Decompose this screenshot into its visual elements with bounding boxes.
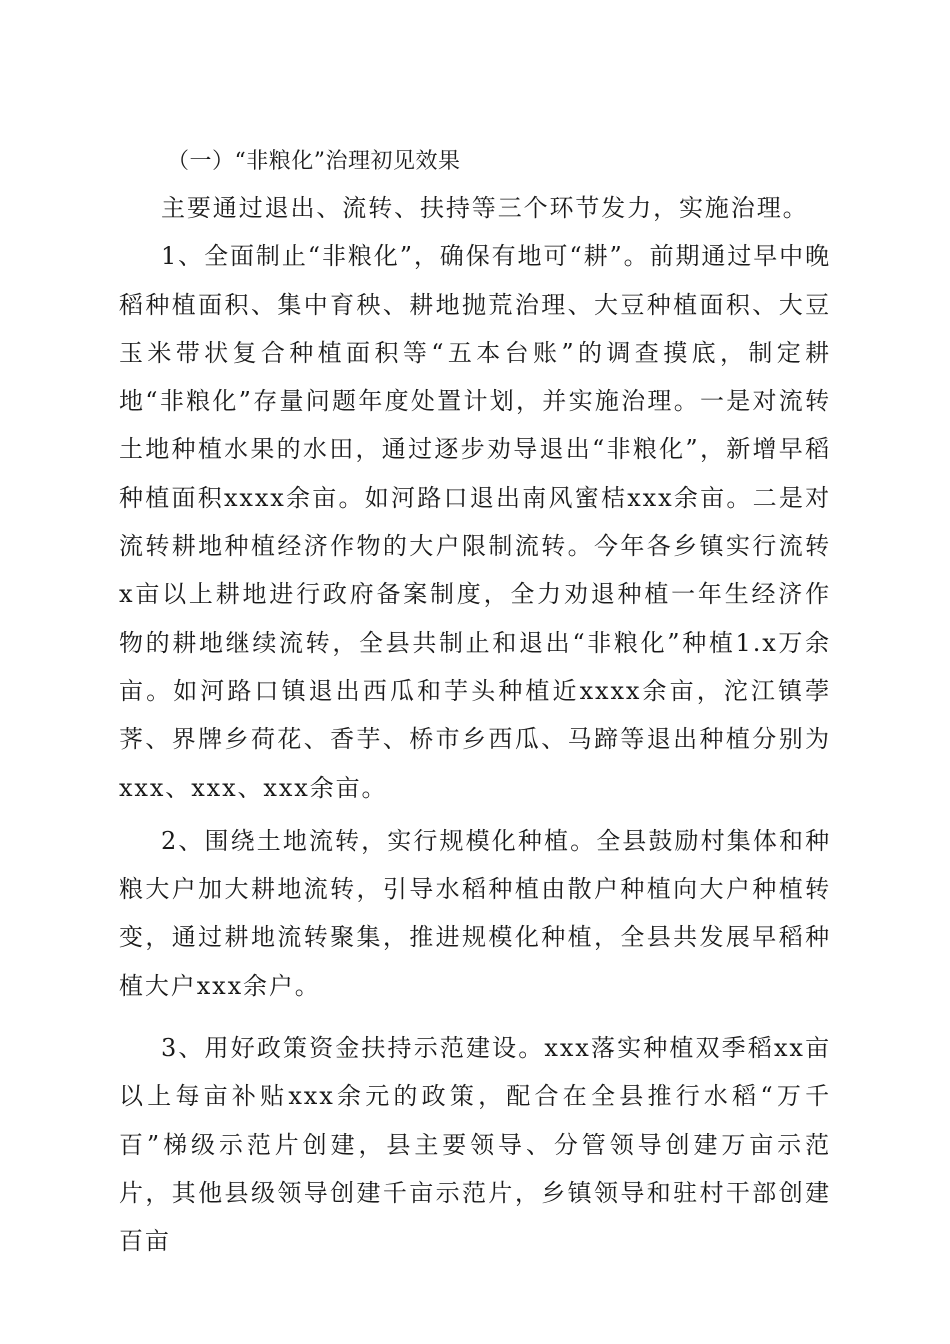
intro-paragraph: 主要通过退出、流转、扶持等三个环节发力，实施治理。	[161, 194, 809, 222]
paragraph-1: 1、全面制止“非粮化”，确保有地可“耕”。前期通过早中晚稻种植面积、集中育秧、耕地抛荒治理、大豆种植面积、大豆玉米带状复合种植面积等“五本台账”的调查摸底，制定耕地“非粮化”存量问题年度处置计划，并实施治理。一是对流转土地种植水果的水田，通过逐步劝导退出“非粮化”，新增早稻种植面积xxxx余亩。如河路口退出南风蜜桔xxx余亩。二是对流转耕地种植经济作物的大户限制流转。今年各乡镇实行流转x亩以上耕地进行政府备案制度，全力劝退种植一年生经济作物的耕地继续流转，全县共制止和退出“非粮化”种植1.x万余亩。如河路口镇退出西瓜和芋头种植近xxxx余亩，沱江镇荸荠、界牌乡荷花、香芋、桥市乡西瓜、马蹄等退出种植分别为xxx、xxx、xxx余亩。	[119, 242, 831, 802]
paragraph-2: 2、围绕土地流转，实行规模化种植。全县鼓励村集体和种粮大户加大耕地流转，引导水稻种植由散户种植向大户种植转变，通过耕地流转聚集，推进规模化种植，全县共发展早稻种植大户xxx余户。	[119, 826, 831, 1000]
section-heading: （一）“非粮化”治理初见效果	[167, 149, 461, 174]
document-page	[119, 140, 831, 1266]
paragraph-3: 3、用好政策资金扶持示范建设。xxx落实种植双季稻xx亩以上每亩补贴xxx余元的政策，配合在全县推行水稻“万千百”梯级示范片创建，县主要领导、分管领导创建万亩示范片，其他县级领导创建千亩示范片，乡镇领导和驻村干部创建百亩	[119, 1034, 831, 1256]
